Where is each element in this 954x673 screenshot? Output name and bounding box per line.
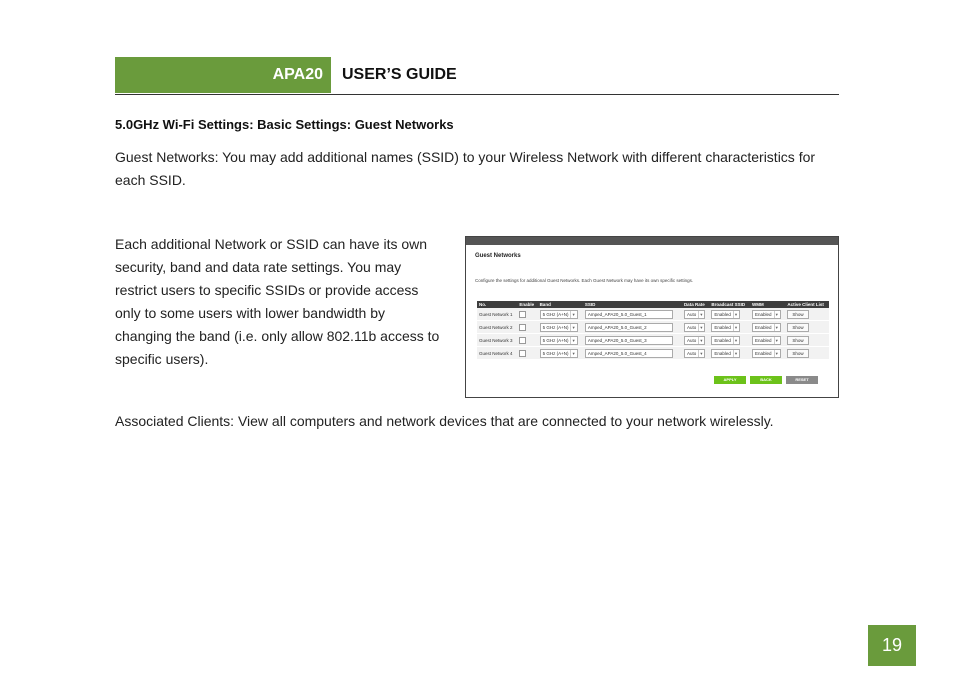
band-select[interactable]	[540, 310, 578, 319]
chevron-down-icon: ▾	[775, 337, 778, 343]
each-additional-paragraph: Each additional Network or SSID can have its own security, band and data rate settings. You may restrict users to specific SSIDs or provide access only to some users with lower bandwidth by changing the band (i.e. only allow 802.11b access to specific users).	[115, 236, 440, 367]
broadcast-ssid-select[interactable]	[711, 323, 740, 332]
enable-checkbox[interactable]	[519, 324, 526, 331]
broadcast-value: Enabled	[714, 350, 731, 356]
data-rate-select[interactable]	[684, 336, 706, 345]
band-select[interactable]	[540, 336, 578, 345]
guest-networks-screenshot	[465, 236, 839, 398]
guest-network-name: Guest Network 1	[477, 308, 517, 321]
table-header-row	[477, 301, 829, 308]
band-value: 5 GHz (A+N)	[542, 311, 569, 317]
guest-network-name: Guest Network 3	[477, 334, 517, 347]
data-rate-select[interactable]	[684, 349, 706, 358]
wmm-value: Enabled	[755, 337, 772, 343]
wmm-value: Enabled	[755, 350, 772, 356]
chevron-down-icon: ▾	[700, 350, 703, 356]
chevron-down-icon: ▾	[700, 324, 703, 330]
screenshot-description: Configure the settings for additional Guest Networks. Each Guest Network may have its own specific settings.	[475, 278, 694, 283]
chevron-down-icon: ▾	[572, 350, 575, 356]
wmm-select[interactable]	[752, 310, 781, 319]
broadcast-ssid-select[interactable]	[711, 336, 740, 345]
broadcast-ssid-select[interactable]	[711, 349, 740, 358]
chevron-down-icon: ▾	[734, 324, 738, 330]
chevron-down-icon: ▾	[734, 337, 738, 343]
broadcast-value: Enabled	[714, 337, 731, 343]
wmm-select[interactable]	[752, 336, 781, 345]
rate-value: Auto	[686, 350, 697, 356]
show-clients-button[interactable]: Show	[787, 349, 808, 358]
wmm-select[interactable]	[752, 323, 781, 332]
table-row	[477, 321, 829, 334]
column-header: Broadcast SSID	[709, 301, 750, 308]
ssid-input[interactable]: Amped_APA20_5.0_Guest_2	[585, 323, 673, 332]
guide-title: USER’S GUIDE	[342, 66, 457, 83]
show-clients-button[interactable]: Show	[787, 310, 808, 319]
column-header: No.	[477, 301, 517, 308]
section-heading: 5.0GHz Wi-Fi Settings: Basic Settings: Guest Networks	[115, 117, 454, 132]
show-clients-button[interactable]: Show	[787, 323, 808, 332]
show-clients-button[interactable]: Show	[787, 336, 808, 345]
chevron-down-icon: ▾	[572, 337, 575, 343]
chevron-down-icon: ▾	[700, 311, 703, 317]
chevron-down-icon: ▾	[775, 311, 778, 317]
screenshot-title: Guest Networks	[475, 253, 521, 259]
table-row	[477, 308, 829, 321]
band-select[interactable]	[540, 323, 578, 332]
wmm-value: Enabled	[755, 311, 772, 317]
reset-button[interactable]: RESET	[786, 376, 818, 384]
screenshot-actions	[714, 376, 818, 384]
rate-value: Auto	[686, 337, 697, 343]
data-rate-select[interactable]	[684, 310, 706, 319]
band-value: 5 GHz (A+N)	[542, 337, 569, 343]
screenshot-top-bar	[466, 237, 838, 245]
guest-networks-paragraph: Guest Networks: You may add additional names (SSID) to your Wireless Network with different characteristics for each SSID.	[115, 149, 816, 188]
table-row	[477, 347, 829, 360]
guest-network-name: Guest Network 4	[477, 347, 517, 360]
ssid-input[interactable]: Amped_APA20_5.0_Guest_4	[585, 349, 673, 358]
page-number: 19	[868, 625, 916, 666]
column-header: Enable	[517, 301, 537, 308]
wmm-select[interactable]	[752, 349, 781, 358]
column-header: Active Client List	[785, 301, 829, 308]
band-select[interactable]	[540, 349, 578, 358]
product-label: APA20	[115, 57, 331, 93]
band-value: 5 GHz (A+N)	[542, 350, 569, 356]
chevron-down-icon: ▾	[700, 337, 703, 343]
table-row	[477, 334, 829, 347]
page-header	[115, 57, 839, 95]
rate-value: Auto	[686, 324, 697, 330]
guest-networks-table	[477, 301, 829, 360]
associated-clients-paragraph: Associated Clients: View all computers and network devices that are connected to your network wirelessly.	[115, 413, 774, 429]
chevron-down-icon: ▾	[734, 311, 738, 317]
chevron-down-icon: ▾	[775, 350, 778, 356]
guest-network-name: Guest Network 2	[477, 321, 517, 334]
broadcast-value: Enabled	[714, 324, 731, 330]
back-button[interactable]: BACK	[750, 376, 782, 384]
wmm-value: Enabled	[755, 324, 772, 330]
chevron-down-icon: ▾	[572, 324, 575, 330]
column-header: Band	[538, 301, 583, 308]
band-value: 5 GHz (A+N)	[542, 324, 569, 330]
ssid-input[interactable]: Amped_APA20_5.0_Guest_3	[585, 336, 673, 345]
chevron-down-icon: ▾	[775, 324, 778, 330]
ssid-input[interactable]: Amped_APA20_5.0_Guest_1	[585, 310, 673, 319]
data-rate-select[interactable]	[684, 323, 706, 332]
enable-checkbox[interactable]	[519, 311, 526, 318]
apply-button[interactable]: APPLY	[714, 376, 746, 384]
column-header: Data Rate	[682, 301, 709, 308]
enable-checkbox[interactable]	[519, 337, 526, 344]
broadcast-value: Enabled	[714, 311, 731, 317]
chevron-down-icon: ▾	[572, 311, 575, 317]
column-header: SSID	[583, 301, 682, 308]
column-header: WMM	[750, 301, 785, 308]
enable-checkbox[interactable]	[519, 350, 526, 357]
rate-value: Auto	[686, 311, 697, 317]
chevron-down-icon: ▾	[734, 350, 738, 356]
broadcast-ssid-select[interactable]	[711, 310, 740, 319]
